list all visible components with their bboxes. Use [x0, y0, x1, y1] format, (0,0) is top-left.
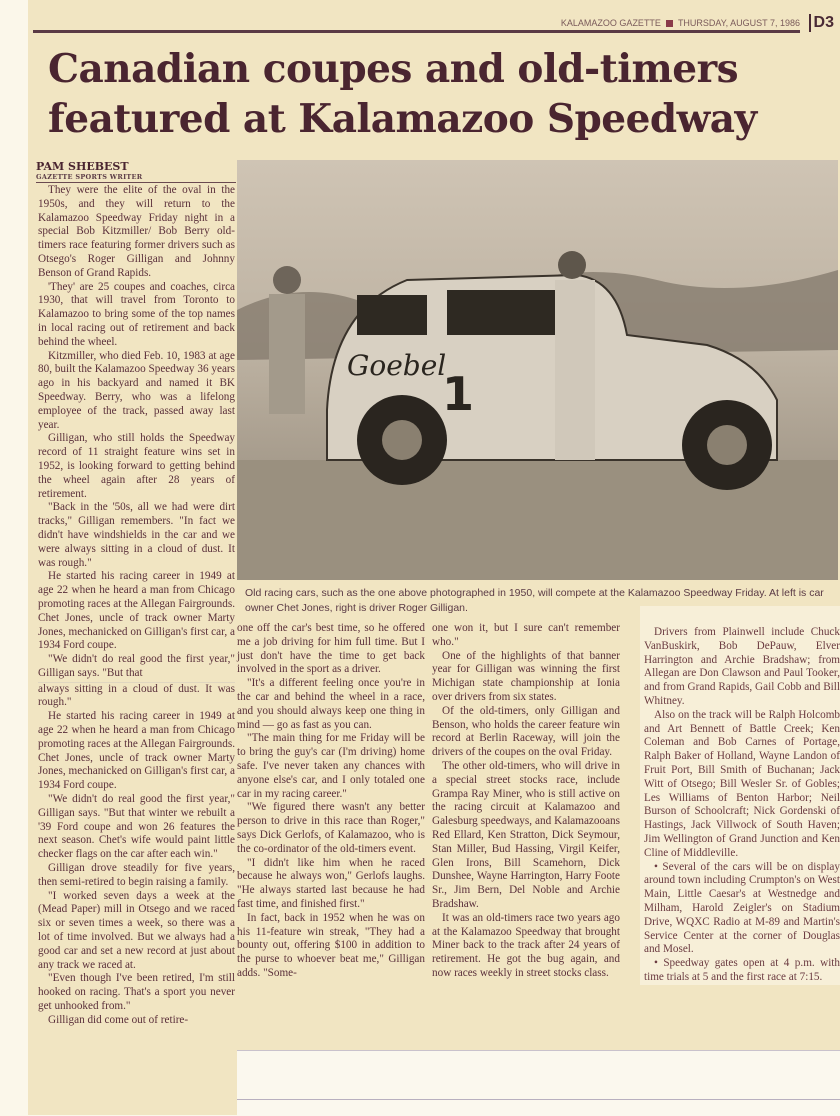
article-column-1 — [38, 184, 235, 1028]
paragraph: 'They' are 25 coupes and coaches, circa 1930, that will travel from Toronto to Kalamazoo to bring some of the top names in local racing out of retirement and back behind the wheel. — [38, 280, 235, 348]
race-car-photo — [237, 160, 838, 580]
newspaper-clipping — [28, 0, 840, 1115]
paper-name: KALAMAZOO GAZETTE — [560, 18, 661, 28]
paragraph: Drivers from Plainwell include Chuck VanBuskirk, Bob DePauw, Elver Harrington and Archie Bradshaw; from Allegan are Don Clawson and Paul Tooker, and from Grand Rapids, Gail Cobb and Bill Whitney. — [644, 626, 840, 707]
paragraph: In fact, back in 1952 when he was on his 11-feature win streak, "They had a bounty out, offering $100 in addition to the purse to whoever beat me," Gilligan adds. "Some- — [237, 911, 425, 979]
paragraph: Kitzmiller, who died Feb. 10, 1983 at age 80, built the Kalamazoo Speedway 36 years ago in his backyard and named it BK Speedway. Berry, who was a lifelong employee of the track, passed away last year. — [38, 349, 235, 431]
paragraph: • Speedway gates open at 4 p.m. with time trials at 5 and the first race at 7:15. — [644, 957, 840, 983]
paragraph: Gilligan did come out of retire- — [48, 1013, 189, 1026]
author-role: GAZETTE SPORTS WRITER — [36, 173, 236, 183]
car-lettering: Goebel — [347, 349, 447, 382]
article-column-4 — [640, 606, 840, 985]
paragraph: Gilligan, who still holds the Speedway record of 11 straight feature wins set in 1952, is looking forward to getting behind the wheel again after 28 years of retirement. — [38, 432, 235, 500]
pasted-section — [38, 682, 235, 1028]
top-rule — [33, 30, 800, 33]
blank-margin — [237, 1050, 840, 1116]
paragraph: "It's a different feeling once you're in the car and behind the wheel in a race, and you should always keep one thing in mind — go as fast as you can. — [237, 677, 425, 731]
paragraph: always sitting in a cloud of dust. It was rough." — [38, 682, 235, 709]
paragraph: He started his racing career in 1949 at age 22 when he heard a man from Chicago promoting races at the Allegan Fairgrounds. Chet Jones, uncle of track owner Marty Jones, mechanicked on Gilligan's first car, a 1934 Ford coupe. — [38, 570, 235, 652]
paragraph: They were the elite of the oval in the 1950s, and they will return to the Kalamazoo Speedway Friday night in a special Bob Kitzmiller/ Bob Berry old-timers race featuring former drivers such as Otsego's Roger Gilligan and Johnny Benson of Grand Rapids. — [38, 184, 235, 279]
paragraph: "I worked seven days a week at the (Mead Paper) mill in Otsego and we raced six or seven times a week, so there was a lot of time involved. But we always had a good car and set a new record at just about any track we raced at. — [38, 889, 235, 971]
masthead — [28, 18, 800, 28]
article-column-2 — [237, 622, 425, 981]
byline — [36, 160, 236, 183]
paragraph: "I didn't like him when he raced because he always won," Gerlofs laughs. "He always started last because he had fast time, and finished first." — [237, 856, 425, 910]
paragraph: "We didn't do real good the first year," Gilligan says. "But that winter we rebuilt a '39 Ford coupe and won 26 features the next season. Chet's wife would paint little checker flags on the car after each win." — [38, 793, 235, 861]
paragraph: Also on the track will be Ralph Holcomb and Art Bennett of Battle Creek; Ken Coleman and Bob Carnes of Portage, Ralph Baker of Holland, Wayne Landon of Fruit Port, Bill Smith of Buchanan; Jack Witt of Otsego; Bill Wesler Sr. of Gobles; Les Williams of Benton Harbor; Neil Burson of Schoolcraft; Nick Gordenski of Hastings, Jack Villwock of South Haven; Jim Wellington of Grand Junction and Ken Cline of Middleville. — [644, 708, 840, 859]
paragraph: It was an old-timers race two years ago at the Kalamazoo Speedway that brought Miner back to the track after 24 years of retirement. He got the bug again, and now races weekly in street stocks class. — [432, 911, 620, 979]
paragraph: "We figured there wasn't any better person to drive in this race than Roger," says Dick Gerlofs, of Kalamazoo, who is the co-ordinator of the old-timers event. — [237, 801, 425, 855]
paragraph: Of the old-timers, only Gilligan and Benson, who holds the career feature win record at Berlin Raceway, will join the drivers of the coupes on the oval Friday. — [432, 704, 620, 759]
paragraph: He started his racing career in 1949 at age 22 when he heard a man from Chicago promoting races at the Allegan Fairgrounds. Chet Jones, uncle of track owner Marty Jones, mechanicked on Gilligan's first car, a 1934 Ford coupe. — [38, 710, 235, 792]
article-column-3 — [432, 622, 620, 981]
masthead-separator-icon — [666, 20, 673, 27]
paragraph: "The main thing for me Friday will be to bring the guy's car (I'm driving) home safe. I've never taken any chances with anyone else's car, and I only totaled one car in my racing career." — [237, 732, 425, 800]
paragraph: • Several of the cars will be on display around town including Crumpton's on West Main, Little Caesar's at Westnedge and Milham, Harold Zeigler's on Stadium Drive, WQXC Radio at M-89 and Martin's Service Center at the corner of Douglas and Mosel. — [644, 860, 840, 956]
svg-text:1: 1 — [442, 367, 475, 421]
author-name: PAM SHEBEST — [36, 160, 129, 173]
paragraph: "Back in the '50s, all we had were dirt tracks," Gilligan remembers. "In fact we didn't have windshields in the car and we were always sitting in a cloud of dust. It was rough." — [38, 501, 235, 569]
paragraph: One of the highlights of that banner year for Gilligan was winning the first Michigan state championship at Ionia over drivers from six states. — [432, 649, 620, 703]
headline: Canadian coupes and old-timers featured at Kalamazoo Speedway — [48, 46, 757, 142]
photo-image — [237, 160, 838, 580]
paragraph: one won it, but I sure can't remember who." — [432, 622, 620, 648]
person-right-driver — [555, 251, 595, 460]
issue-date: THURSDAY, AUGUST 7, 1986 — [677, 18, 800, 28]
paragraph: The other old-timers, who will drive in a special street stocks race, include Grampa Ray Miner, who is still active on the racing circuit at Kalamazoo and Galesburg speedways, and Kalamazooans Red Ellard, Ken Stratton, Dick Seymour, Stan Miller, Bud Hassing, Virgil Keifer, Glen Irons, Bill Scamehorn, Dick Dunshee, Wayne Harrington, Harry Foote Sr., Jim Bern, Del Noble and Archie Bradshaw. — [432, 759, 620, 910]
page-number: D3 — [809, 14, 834, 32]
paragraph: Gilligan drove steadily for five years, then semi-retired to begin raising a family. — [38, 862, 235, 888]
paragraph: one off the car's best time, so he offered me a job driving for him full time. But I just don't have the time to get back involved in the sport as a driver. — [237, 622, 425, 676]
photo-caption: Old racing cars, such as the one above photographed in 1950, will compete at the Kalamazoo Speedway Friday. At left is car owner Chet Jones, right is driver Roger Gilligan. — [245, 587, 824, 614]
paragraph: "We didn't do real good the first year," Gilligan says. "But that — [38, 653, 235, 679]
paragraph: "Even though I've been retired, I'm still hooked on racing. That's a sport you never get unhooked from." — [38, 972, 235, 1013]
